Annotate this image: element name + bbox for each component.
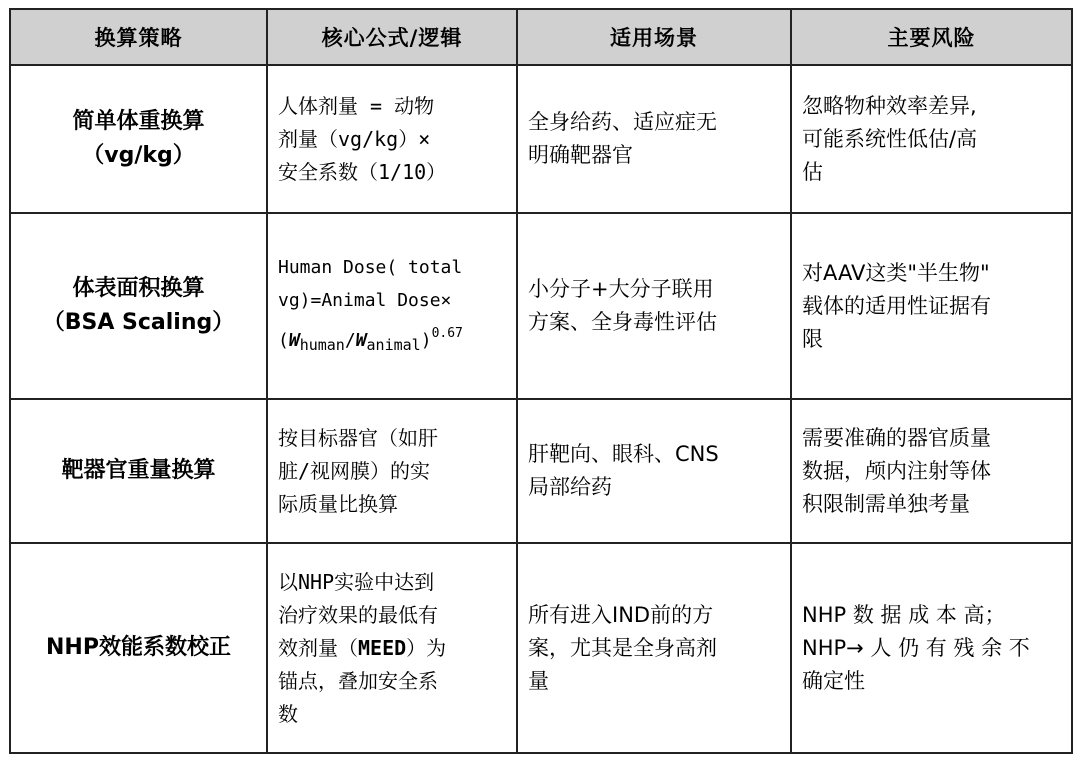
strategy-name: 体表面积换算 — [72, 276, 205, 301]
scene-line: 案，尤其是全身高剂 — [528, 635, 717, 660]
risk-cell — [791, 543, 1072, 753]
risk-line: NHP 数 据 成 本 高； — [802, 602, 1006, 627]
header-risk: 主要风险 — [791, 9, 1072, 65]
formula-paren: ( — [278, 329, 289, 351]
dose-conversion-table — [9, 8, 1073, 754]
scene-cell — [517, 543, 791, 753]
strategy-cell — [10, 213, 267, 399]
scene-line: 局部给药 — [528, 475, 612, 499]
scene-line: 肝靶向、眼科、CNS — [528, 442, 719, 466]
risk-line: 估 — [802, 159, 823, 184]
scene-line: 小分子+大分子联用 — [528, 277, 714, 301]
strategy-cell — [10, 65, 267, 213]
formula-line: 脏/视网膜）的实 — [278, 458, 431, 483]
formula-line: 际质量比换算 — [278, 491, 398, 516]
risk-line: 限 — [802, 326, 823, 351]
scene-line: 明确靶器官 — [528, 143, 633, 167]
formula-line: 治疗效果的最低有 — [278, 602, 438, 627]
formula-cell — [267, 399, 517, 543]
formula-line: Human Dose( total — [278, 256, 463, 278]
formula-text: ）为 — [406, 635, 447, 660]
risk-line: 忽略物种效率差异, — [802, 93, 977, 118]
formula-ratio-line — [278, 317, 506, 362]
formula-line: 以NHP实验中达到 — [278, 569, 435, 594]
formula-line: 锚点，叠加安全系 — [278, 668, 438, 693]
subscript-human: human — [299, 335, 345, 354]
formula-paren: ) — [420, 329, 432, 351]
formula-cell — [267, 213, 517, 399]
meed-acronym: MEED — [358, 635, 407, 660]
formula-line: 安全系数（1/10） — [278, 159, 447, 184]
formula-text: 效剂量（ — [278, 635, 358, 660]
risk-line: 对AAV这类"半生物" — [802, 260, 990, 285]
header-scene: 适用场景 — [517, 9, 791, 65]
formula-line: 剂量（vg/kg）× — [278, 126, 431, 151]
strategy-unit: （vg/kg） — [82, 143, 195, 168]
risk-line: 可能系统性低估/高 — [802, 126, 978, 151]
exponent: 0.67 — [431, 325, 463, 341]
scene-cell — [517, 65, 791, 213]
weight-symbol: W — [288, 329, 300, 351]
formula-slash: / — [344, 329, 356, 351]
strategy-name: NHP效能系数校正 — [46, 635, 231, 660]
risk-line: 积限制需单独考量 — [802, 491, 970, 516]
formula-line: 人体剂量 = 动物 — [278, 93, 435, 118]
scene-cell — [517, 213, 791, 399]
risk-line: 载体的适用性证据有 — [802, 293, 991, 318]
strategy-cell — [10, 543, 267, 753]
risk-line: NHP→ 人 仍 有 残 余 不 — [802, 635, 1030, 660]
strategy-name: 靶器官重量换算 — [61, 458, 216, 483]
strategy-name: 简单体重换算 — [72, 109, 205, 134]
formula-line: vg)=Animal Dose× — [278, 289, 452, 311]
header-formula: 核心公式/逻辑 — [267, 9, 517, 65]
table-row — [10, 543, 1072, 753]
scene-cell — [517, 399, 791, 543]
risk-line: 需要准确的器官质量 — [802, 425, 991, 450]
scene-line: 量 — [528, 668, 549, 693]
risk-line: 数据，颅内注射等体 — [802, 458, 991, 483]
scene-line: 方案、全身毒性评估 — [528, 310, 717, 334]
table-row — [10, 213, 1072, 399]
header-row — [10, 9, 1072, 65]
risk-line: 确定性 — [802, 668, 865, 693]
strategy-cell — [10, 399, 267, 543]
table-row — [10, 399, 1072, 543]
strategy-unit: （BSA Scaling） — [42, 310, 235, 335]
subscript-animal: animal — [366, 335, 421, 354]
scene-line: 所有进入IND前的方 — [528, 602, 714, 627]
table-row — [10, 65, 1072, 213]
formula-cell — [267, 65, 517, 213]
weight-symbol: W — [355, 329, 367, 351]
formula-line — [278, 632, 506, 665]
header-strategy: 换算策略 — [10, 9, 267, 65]
scene-line: 全身给药、适应症无 — [528, 110, 717, 134]
formula-line: 数 — [278, 701, 298, 726]
formula-cell — [267, 543, 517, 753]
risk-cell — [791, 399, 1072, 543]
risk-cell — [791, 213, 1072, 399]
formula-line: 按目标器官（如肝 — [278, 425, 438, 450]
risk-cell — [791, 65, 1072, 213]
